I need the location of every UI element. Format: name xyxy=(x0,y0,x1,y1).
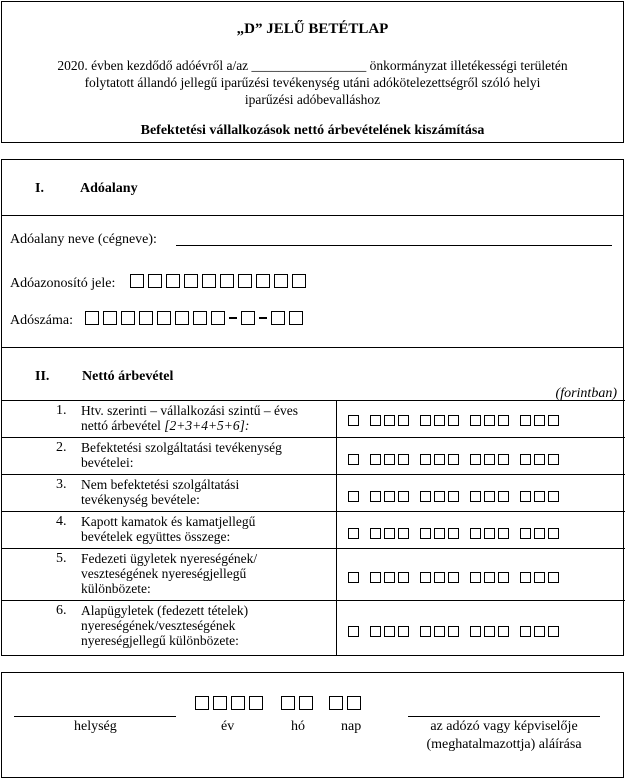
row-number: 6. xyxy=(56,603,67,618)
signature-label-line2: (meghatalmazottja) aláírása xyxy=(426,737,582,752)
row-number: 3. xyxy=(56,477,67,492)
signature-field[interactable] xyxy=(408,716,600,717)
place-field[interactable] xyxy=(14,716,176,717)
signature-label-line1: az adózó vagy képviselője xyxy=(430,719,578,734)
taxpayer-name-label: Adóalany neve (cégneve): xyxy=(10,232,157,247)
tax-id-field[interactable] xyxy=(130,273,310,289)
row-label: Htv. szerinti – vállalkozási szintű – éves nettó árbevétel [2+3+4+5+6]: xyxy=(81,403,298,433)
table-row xyxy=(2,400,625,437)
intro-text-line1: 2020. évben kezdődő adóévről a/az _________________ önkormányzat illetékességi területén xyxy=(57,58,568,73)
amount-field[interactable] xyxy=(348,526,562,542)
year-label: év xyxy=(221,719,235,734)
row-label: Nem befektetési szolgáltatási tevékenység bevétele: xyxy=(81,477,240,507)
section-2-number: II. xyxy=(35,369,50,384)
row-number: 1. xyxy=(56,403,67,418)
section-1-header xyxy=(2,160,623,215)
table-row xyxy=(2,600,625,655)
form-subtitle: Befektetési vállalkozások nettó árbevételének kiszámítása xyxy=(140,123,485,138)
section-2-title: Nettó árbevétel xyxy=(82,369,174,384)
section-1-body xyxy=(2,215,623,348)
intro-text-line3: iparűzési adóbevalláshoz xyxy=(244,92,381,107)
tax-number-label: Adószáma: xyxy=(10,313,73,328)
main-form-box xyxy=(1,159,624,656)
amount-field[interactable] xyxy=(348,489,562,505)
place-label: helység xyxy=(74,719,117,734)
section-1-number: I. xyxy=(35,181,44,196)
tax-number-field[interactable] xyxy=(85,310,307,326)
day-label: nap xyxy=(341,719,362,734)
form-title: „D” JELŰ BETÉTLAP xyxy=(236,21,389,37)
table-row xyxy=(2,474,625,511)
row-number: 4. xyxy=(56,514,67,529)
table-row xyxy=(2,511,625,548)
month-label: hó xyxy=(291,719,305,734)
table-row xyxy=(2,548,625,600)
header-box xyxy=(1,1,624,143)
amount-field[interactable] xyxy=(348,413,562,429)
section-1-title: Adóalany xyxy=(80,181,138,196)
table-row xyxy=(2,437,625,474)
tax-id-label: Adóazonosító jele: xyxy=(10,276,116,291)
row-label: Kapott kamatok és kamatjellegű bevételek együttes összege: xyxy=(81,514,256,544)
intro-text-line2: folytatott állandó jellegű iparűzési tevékenység utáni adókötelezettségről szóló helyi xyxy=(84,75,541,90)
signature-box xyxy=(1,672,624,778)
row-number: 5. xyxy=(56,551,67,566)
section-2-header xyxy=(2,347,623,401)
amount-field[interactable] xyxy=(348,624,562,640)
taxpayer-name-field[interactable] xyxy=(176,245,612,246)
row-label: Fedezeti ügyletek nyereségének/ veszteségének nyereségjellegű különbözete: xyxy=(81,551,258,596)
row-label: Alapügyletek (fedezett tételek) nyereségének/veszteségének nyereségjellegű különbözete: xyxy=(81,603,249,648)
amount-field[interactable] xyxy=(348,452,562,468)
amount-field[interactable] xyxy=(348,570,562,586)
row-number: 2. xyxy=(56,440,67,455)
date-field[interactable] xyxy=(195,695,365,711)
unit-label: (forintban) xyxy=(555,386,617,401)
row-label: Befektetési szolgáltatási tevékenység bevételei: xyxy=(81,440,282,470)
